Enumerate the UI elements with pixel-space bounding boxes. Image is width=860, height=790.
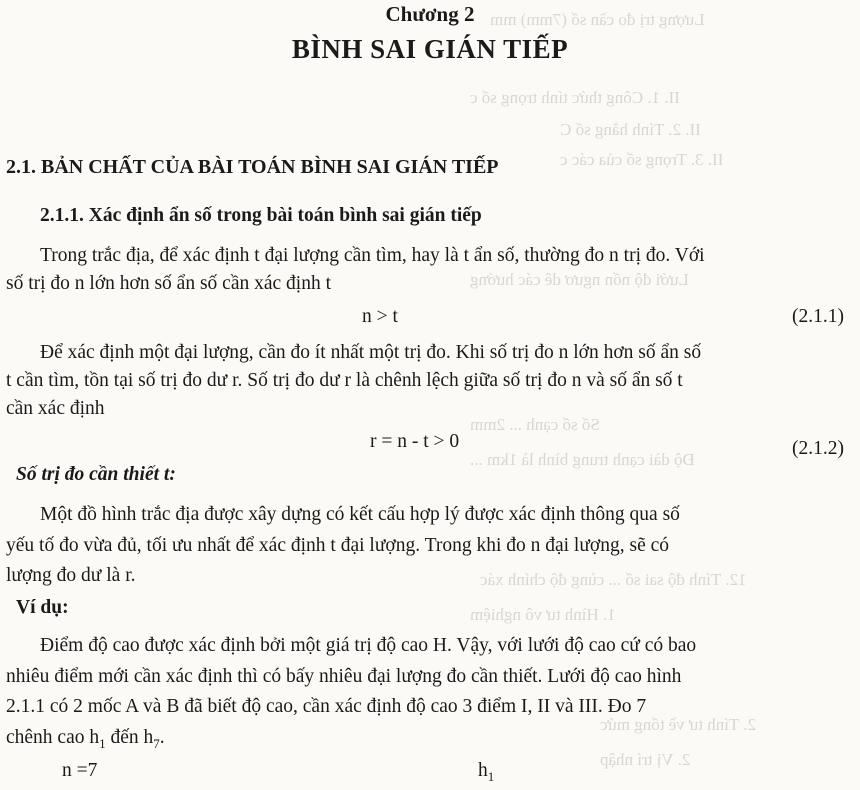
chapter-title: BÌNH SAI GIÁN TIẾP [291, 34, 569, 64]
equation-expression: n > t [362, 306, 398, 327]
paragraph-line: t cần tìm, tồn tại số trị đo dư r. Số trị đo dư r là chênh lệch giữa số trị đo n và số ẩn số t [6, 370, 683, 391]
document-page: Lượng trị đo cần số (7mm) mm II. 1. Công thức tính trọng số c II. 2. Tính hằng số C II. 3. Trọng số của các c Lưới độ nốn ngươ dê các hướng Số số cạnh ... 2mm Độ dài cạnh trung bình là 1km ... 12. Tính độ sai số ... cùng độ chính xác 1. Hình tư vô nghiệm 2. Tính tư về tổng mức 2. Vị trí nhập Chương 2 BÌNH SAI GIÁN TIẾP 2.1. BẢN CHẤT CỦA BÀI TOÁN BÌNH SAI GIÁN TIẾP 2.1.1. Xác định ẩn số trong bài toán bình sai gián tiếp Trong trắc địa, để xác định t đại lượng cần tìm, hay là t ẩn số, thường đo n trị đo. Với số trị đo n lớn hơn số ẩn số cần xác định t n > t (2.1.1) Để xác định một đại lượng, cần đo ít nhất một trị đo. Khi số trị đo n lớn hơn số ẩn số t cần tìm, tồn tại số trị đo dư r. Số trị đo dư r là chênh lệch giữa số trị đo n và số ẩn số t cần xác định r = n - t > 0 (2.1.2) Số trị đo cần thiết t: Một đồ hình trắc địa được xây dựng có kết cấu hợp lý được xác định thông qua số yếu tố đo vừa đủ, tối ưu nhất để xác định t đại lượng. Trong khi đo n đại lượng, sẽ có lượng đo dư là r. Ví dụ: Điểm độ cao được xác định bởi một giá trị độ cao H. Vậy, với lưới độ cao cứ có bao nhiêu điểm mới cần xác định thì có bấy nhiêu đại lượng đo cần thiết. Lưới độ cao hình 2.1.1 có 2 mốc A và B đã biết độ cao, cần xác định độ cao 3 điểm I, II và III. Đo 7 chênh cao $h_1$ đến $h_7$. n =7 $h_1$ [0, 0, 860, 780]
chapter-label: Chương 2 [385, 2, 475, 26]
paragraph-line: Để xác định một đại lượng, cần đo ít nhất một trị đo. Khi số trị đo n lớn hơn số ẩn số [40, 342, 702, 363]
paragraph-line: số trị đo n lớn hơn số ẩn số cần xác định t [6, 273, 331, 294]
paragraph-line: cần xác định [6, 398, 105, 419]
paragraph-line: nhiêu điểm mới cần xác định thì có bấy nhiêu đại lượng đo cần thiết. Lưới độ cao hình [6, 666, 682, 687]
observation-count: n =7 [62, 760, 98, 781]
paragraph-line: Điểm độ cao được xác định bởi một giá trị độ cao H. Vậy, với lưới độ cao cứ có bao [40, 635, 697, 656]
equation-expression: r = n - t > 0 [370, 431, 460, 452]
paragraph-line: Trong trắc địa, để xác định t đại lượng cần tìm, hay là t ẩn số, thường đo n trị đo. Với [40, 245, 705, 266]
equation-number: (2.1.1) [792, 306, 844, 327]
height-difference-label: $h_1$ [478, 760, 495, 784]
paragraph-line: yếu tố đo vừa đủ, tối ưu nhất để xác định t đại lượng. Trong khi đo n đại lượng, sẽ có [6, 535, 669, 556]
equation-number: (2.1.2) [792, 438, 844, 459]
paragraph-line: chênh cao $h_1$ đến $h_7$. [6, 727, 165, 751]
needed-observations-heading: Số trị đo cần thiết t: [16, 464, 176, 485]
paragraph-line: 2.1.1 có 2 mốc A và B đã biết độ cao, cần xác định độ cao 3 điểm I, II và III. Đo 7 [6, 696, 647, 717]
subsection-heading: 2.1.1. Xác định ẩn số trong bài toán bình sai gián tiếp [40, 205, 482, 226]
paragraph-line: Một đồ hình trắc địa được xây dựng có kết cấu hợp lý được xác định thông qua số [40, 504, 680, 525]
paragraph-line: lượng đo dư là r. [6, 565, 136, 586]
section-heading: 2.1. BẢN CHẤT CỦA BÀI TOÁN BÌNH SAI GIÁN TIẾP [6, 156, 499, 178]
example-label: Ví dụ: [16, 597, 69, 618]
